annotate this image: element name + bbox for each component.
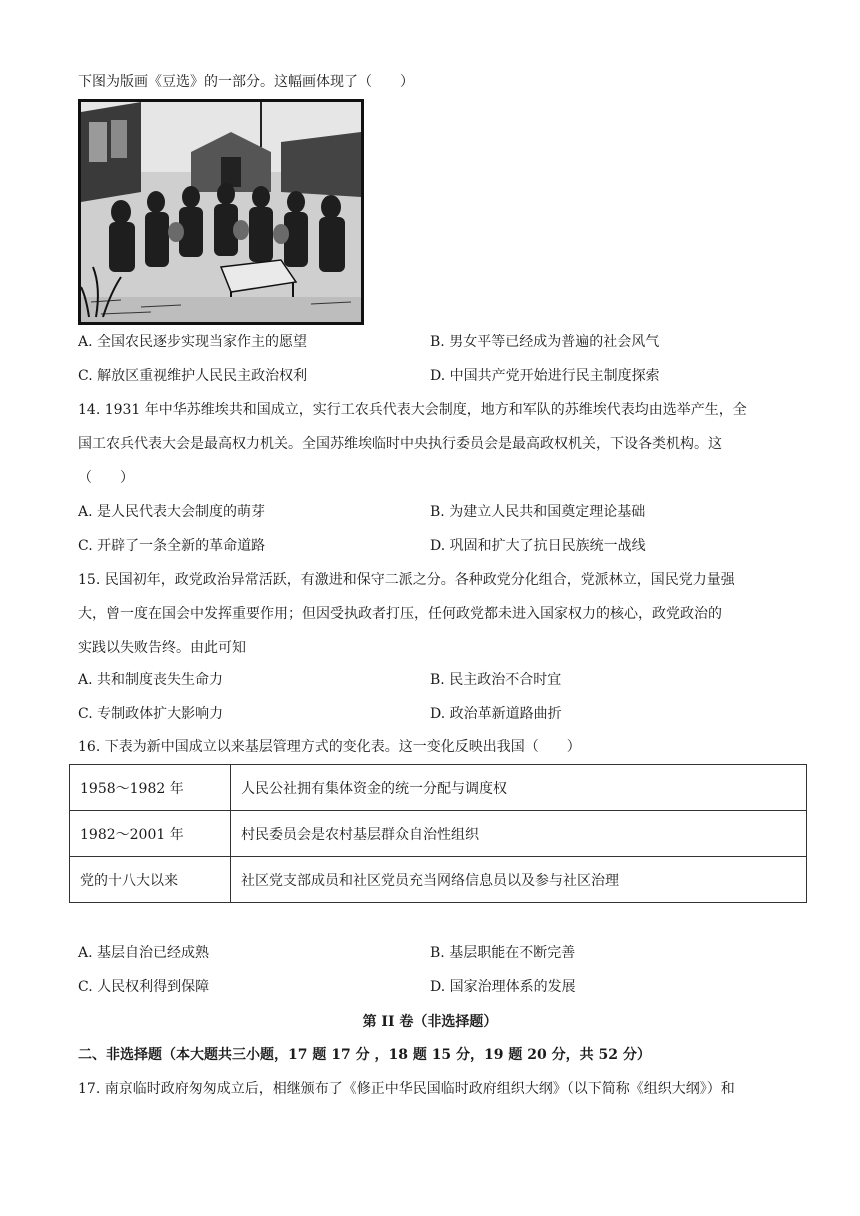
q16-option-a: A. 基层自治已经成熟: [78, 945, 210, 961]
q15-option-a: A. 共和制度丧失生命力: [78, 672, 224, 688]
q15-line-3: 实践以失败告终。由此可知: [78, 640, 246, 656]
table-cell-desc: 社区党支部成员和社区党员充当网络信息员以及参与社区治理: [231, 857, 807, 903]
q14-option-b: B. 为建立人民共和国奠定理论基础: [430, 504, 646, 520]
q13-option-b: B. 男女平等已经成为普遍的社会风气: [430, 334, 660, 350]
q16-option-b: B. 基层职能在不断完善: [430, 945, 576, 961]
q15-option-b: B. 民主政治不合时宜: [430, 672, 562, 688]
table-row: [70, 765, 807, 811]
woodcut-illustration: [78, 99, 364, 325]
q14-option-d: D. 巩固和扩大了抗日民族统一战线: [430, 538, 646, 554]
q15-line-2: 大，曾一度在国会中发挥重要作用；但因受执政者打压，任何政党都未进入国家权力的核心，政党政治的: [78, 606, 722, 622]
q13-option-d: D. 中国共产党开始进行民主制度探索: [430, 368, 660, 384]
q13-option-a: A. 全国农民逐步实现当家作主的愿望: [78, 334, 308, 350]
table-row: [70, 857, 807, 903]
table-cell-period: 1982～2001 年: [70, 811, 231, 857]
table-cell-desc: 村民委员会是农村基层群众自治性组织: [231, 811, 807, 857]
q14-line-2: 国工农兵代表大会是最高权力机关。全国苏维埃临时中央执行委员会是最高政权机关，下设各类机构。这: [78, 436, 722, 452]
section-heading: 二、非选择题（本大题共三小题，17 题 17 分 ，18 题 15 分，19 题 20 分，共 52 分）: [78, 1047, 651, 1063]
table-row: [70, 811, 807, 857]
q14-option-a: A. 是人民代表大会制度的萌芽: [78, 504, 266, 520]
volume-title: 第 II 卷（非选择题）: [362, 1014, 498, 1030]
woodcut-image: [81, 102, 361, 322]
table-cell-period: 1958～1982 年: [70, 765, 231, 811]
table-cell-desc: 人民公社拥有集体资金的统一分配与调度权: [231, 765, 807, 811]
q15-option-d: D. 政治革新道路曲折: [430, 706, 562, 722]
q17-line-1: 17. 南京临时政府匆匆成立后，相继颁布了《修正中华民国临时政府组织大纲》（以下简称《组织大纲》）和: [78, 1081, 735, 1097]
q16-option-c: C. 人民权利得到保障: [78, 979, 210, 995]
q16-stem: 16. 下表为新中国成立以来基层管理方式的变化表。这一变化反映出我国（ ）: [78, 739, 581, 755]
q14-option-c: C. 开辟了一条全新的革命道路: [78, 538, 266, 554]
q16-option-d: D. 国家治理体系的发展: [430, 979, 576, 995]
q16-table: [69, 764, 807, 903]
q13-stem: 下图为版画《豆选》的一部分。这幅画体现了（ ）: [78, 74, 414, 90]
q15-line-1: 15. 民国初年，政党政治异常活跃，有激进和保守二派之分。各种政党分化组合，党派林立，国民党力量强: [78, 572, 735, 588]
q13-option-c: C. 解放区重视维护人民民主政治权利: [78, 368, 308, 384]
q15-option-c: C. 专制政体扩大影响力: [78, 706, 224, 722]
q14-line-1: 14. 1931 年中华苏维埃共和国成立，实行工农兵代表大会制度，地方和军队的苏维埃代表均由选举产生，全: [78, 402, 747, 418]
table-cell-period: 党的十八大以来: [70, 857, 231, 903]
q14-line-3: （ ）: [78, 470, 134, 486]
